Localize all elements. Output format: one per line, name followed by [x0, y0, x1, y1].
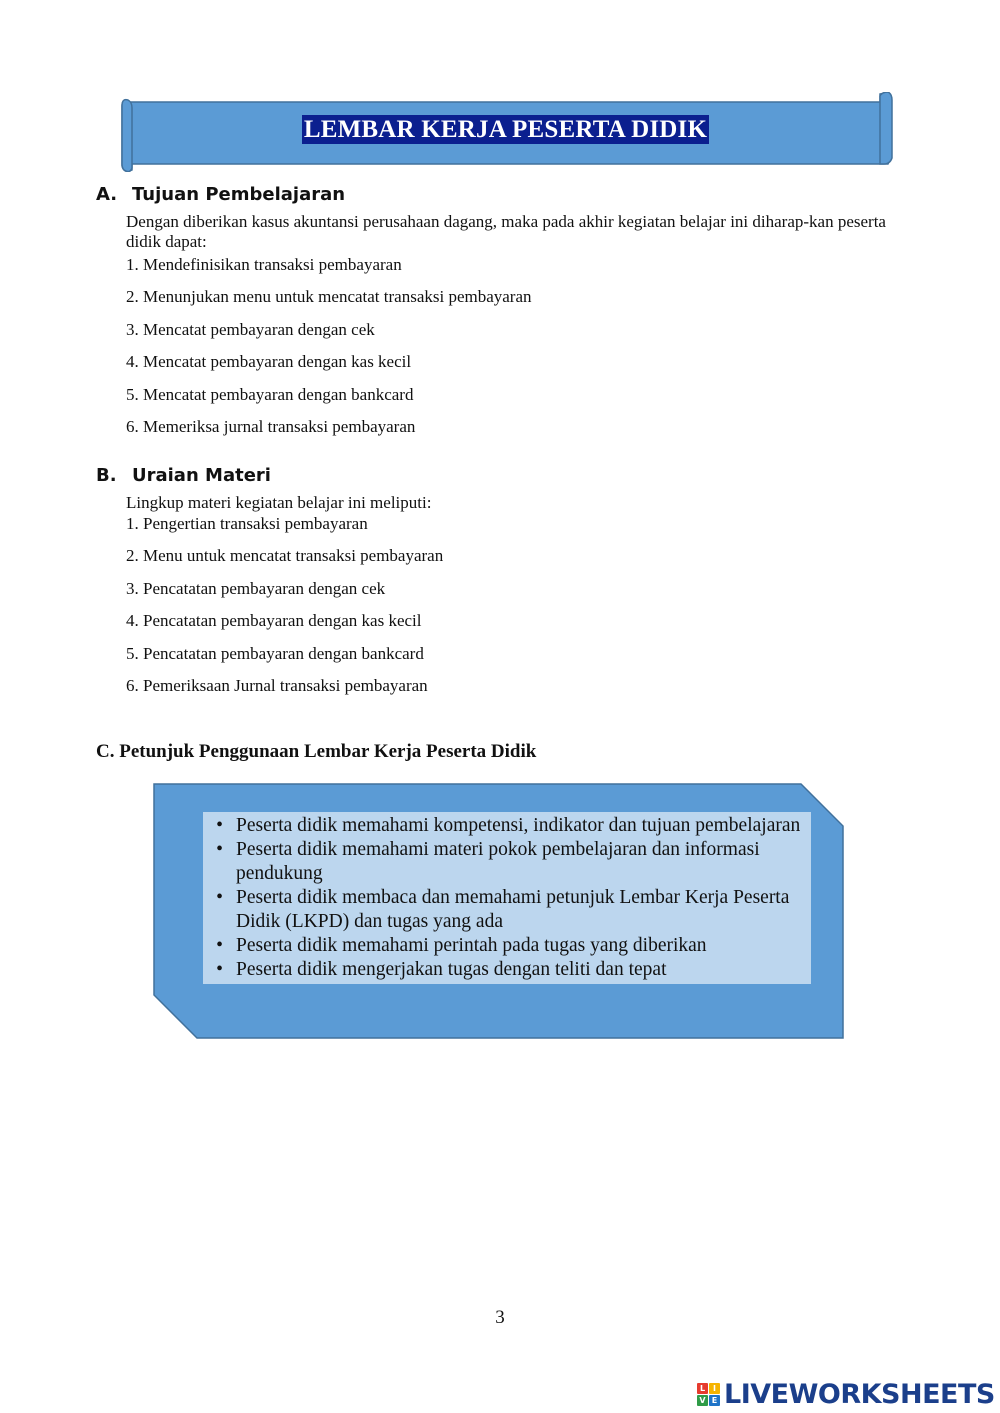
instruction-text: Peserta didik memahami kompetensi, indikator dan tujuan pembelajaran — [236, 815, 801, 836]
section-b-title: Uraian Materi — [132, 465, 271, 486]
section-b-item: 3. Pencatatan pembayaran dengan cek — [126, 579, 386, 598]
instruction-item — [203, 934, 811, 958]
section-a-item: 6. Memeriksa jurnal transaksi pembayaran — [126, 417, 416, 436]
section-a-item: 5. Mencatat pembayaran dengan bankcard — [126, 385, 414, 404]
section-a-item: 2. Menunjukan menu untuk mencatat transaksi pembayaran — [126, 287, 532, 306]
page-title: LEMBAR KERJA PESERTA DIDIK — [303, 116, 708, 143]
liveworksheets-logo[interactable] — [697, 1378, 995, 1410]
section-b-item: 1. Pengertian transaksi pembayaran — [126, 514, 368, 533]
instruction-item — [203, 886, 811, 934]
section-a-heading — [96, 184, 345, 205]
logo-text: LIVEWORKSHEETS — [724, 1378, 995, 1410]
instruction-item — [203, 958, 811, 982]
bullet-icon: • — [216, 959, 223, 980]
section-c-heading: C. Petunjuk Penggunaan Lembar Kerja Peserta Didik — [96, 741, 537, 762]
bullet-icon: • — [216, 935, 223, 956]
page-number: 3 — [495, 1307, 505, 1328]
logo-letter-v: V — [697, 1395, 708, 1406]
logo-letter-e: E — [709, 1395, 720, 1406]
bullet-icon: • — [216, 815, 223, 836]
section-b-letter: B. — [96, 465, 117, 486]
section-a-item: 4. Mencatat pembayaran dengan kas kecil — [126, 352, 412, 371]
bullet-icon: • — [216, 887, 223, 908]
instructions-box — [153, 783, 845, 1040]
section-b-intro: Lingkup materi kegiatan belajar ini meliputi: — [126, 493, 432, 512]
section-b-item: 4. Pencatatan pembayaran dengan kas kecil — [126, 611, 422, 630]
instruction-text: Peserta didik mengerjakan tugas dengan teliti dan tepat — [236, 959, 667, 980]
section-b-item: 6. Pemeriksaan Jurnal transaksi pembayaran — [126, 676, 428, 695]
section-b-item: 5. Pencatatan pembayaran dengan bankcard — [126, 644, 424, 663]
logo-letter-i: I — [709, 1383, 720, 1394]
section-a-intro: Dengan diberikan kasus akuntansi perusahaan dagang, maka pada akhir kegiatan belajar ini diharap-kan peserta didik dapat: — [126, 212, 886, 251]
title-banner — [118, 92, 893, 172]
section-b-item: 2. Menu untuk mencatat transaksi pembayaran — [126, 546, 444, 565]
instruction-item — [203, 838, 811, 886]
instruction-text: Peserta didik memahami perintah pada tugas yang diberikan — [236, 935, 707, 956]
instruction-text: Peserta didik membaca dan memahami petunjuk Lembar Kerja Peserta Didik (LKPD) dan tugas yang ada — [236, 887, 790, 932]
section-a-title: Tujuan Pembelajaran — [132, 184, 346, 205]
section-a-item: 1. Mendefinisikan transaksi pembayaran — [126, 255, 402, 274]
bullet-icon: • — [216, 839, 223, 860]
instruction-text: Peserta didik memahami materi pokok pembelajaran dan informasi pendukung — [236, 839, 760, 884]
section-a-item: 3. Mencatat pembayaran dengan cek — [126, 320, 375, 339]
section-a-letter: A. — [96, 184, 118, 205]
section-b-heading — [96, 465, 271, 486]
instructions-list — [203, 812, 811, 984]
logo-grid-icon — [697, 1383, 720, 1406]
instruction-item — [203, 814, 811, 838]
logo-letter-l: L — [697, 1383, 708, 1394]
